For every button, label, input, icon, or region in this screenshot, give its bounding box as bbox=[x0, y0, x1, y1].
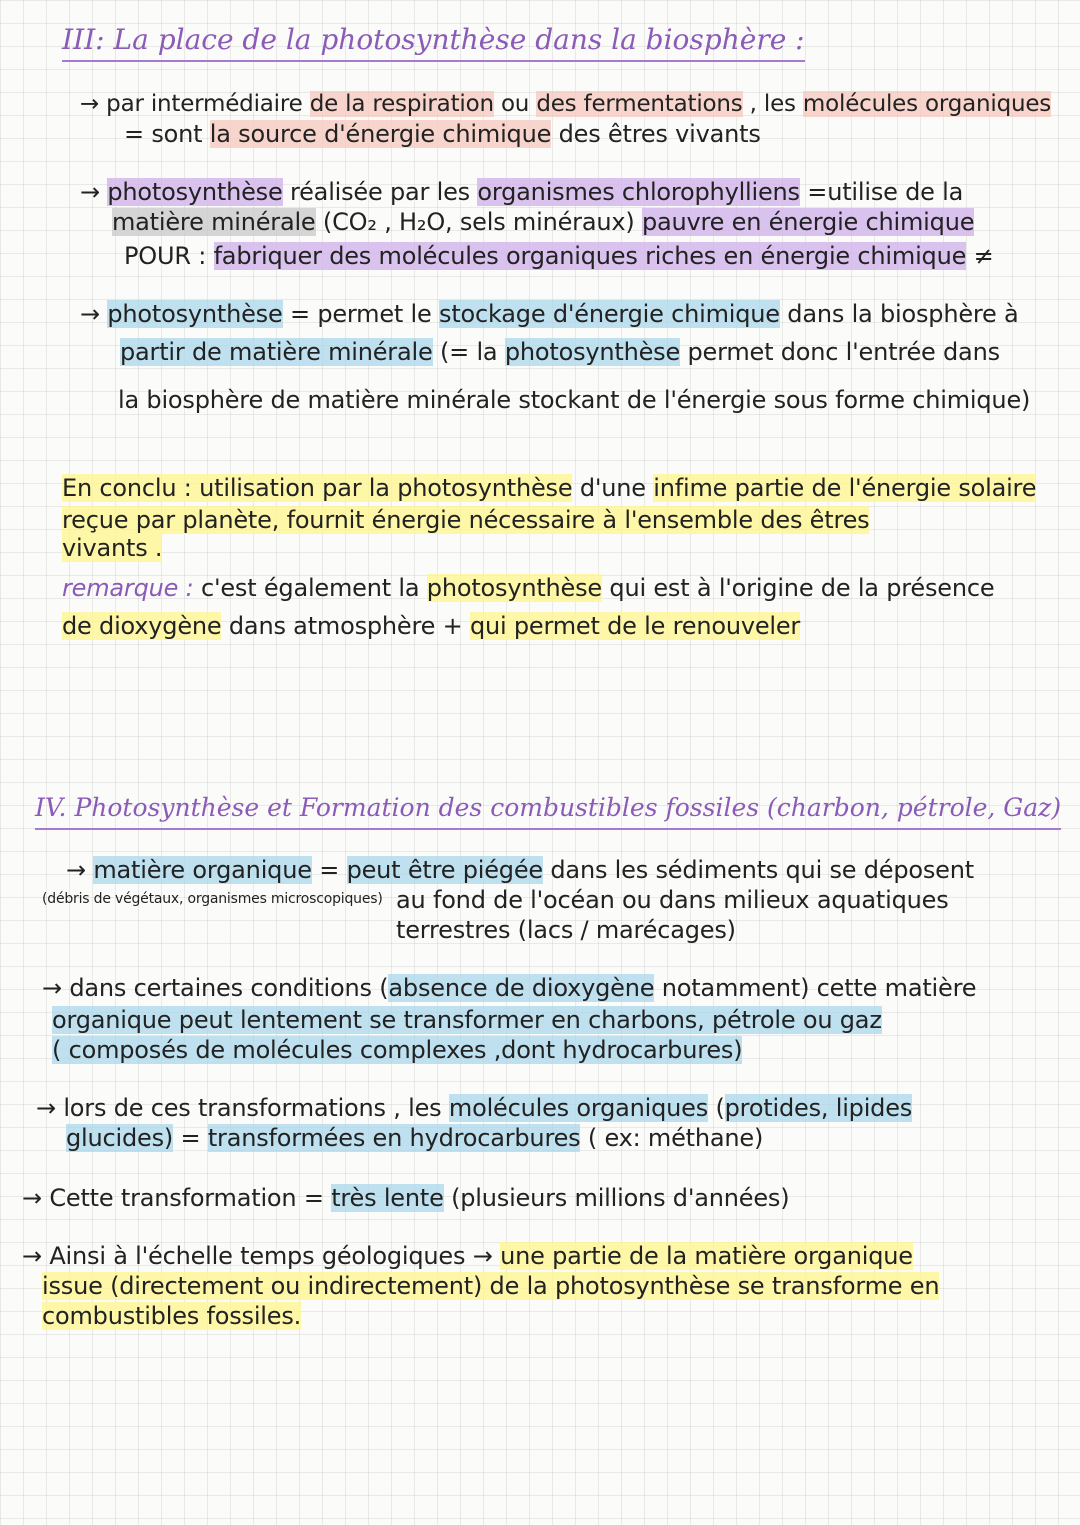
text: permet donc l'entrée dans bbox=[680, 338, 1000, 366]
section-3-paragraph-3-line-1 bbox=[80, 298, 1019, 330]
text: → bbox=[80, 178, 108, 206]
highlight-photosynthesis: photosynthèse bbox=[107, 178, 283, 206]
text: dans atmosphère + bbox=[221, 612, 470, 640]
text: d'une bbox=[572, 474, 654, 502]
text: ( ex: méthane) bbox=[580, 1124, 764, 1152]
section-3-paragraph-2-line-3 bbox=[124, 240, 994, 272]
section-4-paragraph-3-line-2 bbox=[66, 1122, 763, 1154]
text: dans la biosphère à bbox=[779, 300, 1019, 328]
text: dans les sédiments qui se déposent bbox=[542, 856, 974, 884]
highlight-renew: qui permet de le renouveler bbox=[469, 612, 801, 640]
section-4-paragraph-1-line-1 bbox=[66, 854, 974, 886]
section-4-paragraph-5-line-1 bbox=[22, 1240, 913, 1272]
highlight-low-energy: pauvre en énergie chimique bbox=[641, 208, 975, 236]
highlight-organic-molecules: molécules organiques bbox=[802, 91, 1052, 117]
highlight-photosynthesis-2: photosynthèse bbox=[107, 300, 283, 328]
section-4-paragraph-1-line-2: au fond de l'océan ou dans milieux aquatiques bbox=[396, 886, 949, 914]
text: → par intermédiaire bbox=[80, 91, 310, 117]
text: = sont bbox=[124, 120, 210, 148]
text: → bbox=[66, 856, 94, 884]
text: = bbox=[311, 856, 347, 884]
section-4-note: (débris de végétaux, organismes microscopiques) bbox=[42, 891, 383, 907]
highlight-solar-energy: infime partie de l'énergie solaire bbox=[653, 474, 1037, 502]
conclusion-line-2 bbox=[62, 504, 869, 536]
section-4-paragraph-5-line-2 bbox=[42, 1270, 939, 1302]
text: En conclu : bbox=[62, 474, 200, 502]
section-4-paragraph-1-line-3: terrestres (lacs / marécages) bbox=[396, 916, 736, 944]
conclusion-line-3 bbox=[62, 532, 162, 564]
section-3-paragraph-3-line-2 bbox=[120, 336, 1000, 368]
text: reçue par planète, bbox=[62, 506, 287, 534]
highlight-organic-matter: matière organique bbox=[93, 856, 312, 884]
section-3-paragraph-1-line-1 bbox=[80, 88, 1051, 120]
highlight-photosynthesis-3: photosynthèse bbox=[504, 338, 681, 366]
section-4-paragraph-2-line-2 bbox=[52, 1004, 882, 1036]
remark-line-2 bbox=[62, 610, 800, 642]
text: → lors de ces transformations , les bbox=[36, 1094, 449, 1122]
text: réalisée par les bbox=[282, 178, 478, 206]
highlight-fossil-types: charbons, pétrole ou gaz bbox=[580, 1006, 882, 1034]
text: (= la bbox=[432, 338, 505, 366]
text: (plusieurs millions d'années) bbox=[443, 1184, 790, 1212]
section-4-title: IV. Photosynthèse et Formation des combustibles fossiles (charbon, pétrole, Gaz) bbox=[35, 790, 1061, 830]
text: =utilise de la bbox=[799, 178, 964, 206]
text: vivants . bbox=[62, 534, 163, 562]
highlight-energy-storage: stockage d'énergie chimique bbox=[439, 300, 780, 328]
highlight-respiration: de la respiration bbox=[309, 91, 494, 117]
text: = bbox=[173, 1124, 208, 1152]
highlight-hydrocarbons: transformées en hydrocarbures bbox=[207, 1124, 581, 1152]
section-3-paragraph-1-line-2 bbox=[124, 118, 761, 150]
text: des êtres vivants bbox=[551, 120, 761, 148]
highlight-chlorophyll-organisms: organismes chlorophylliens bbox=[477, 178, 800, 206]
text: à l'ensemble des êtres bbox=[595, 506, 870, 534]
text: ( bbox=[708, 1094, 725, 1122]
text: , les bbox=[742, 91, 803, 117]
text: → Ainsi à l'échelle temps géologiques → bbox=[22, 1242, 501, 1270]
highlight-mineral-matter: matière minérale bbox=[112, 208, 316, 236]
highlight-energy-source: la source d'énergie chimique bbox=[209, 120, 552, 148]
highlight-from-mineral-matter: partir de matière minérale bbox=[120, 338, 433, 366]
text: c'est également la bbox=[193, 574, 427, 602]
section-3-paragraph-2-line-1 bbox=[80, 176, 963, 208]
highlight-no-dioxygen: absence de dioxygène bbox=[388, 974, 655, 1002]
text: ≠ bbox=[966, 242, 994, 270]
text: POUR : bbox=[124, 242, 214, 270]
text: notamment) cette matière bbox=[654, 974, 977, 1002]
section-3-paragraph-2-line-2 bbox=[112, 206, 974, 238]
highlight-photosynthesis-4: photosynthèse bbox=[426, 574, 602, 602]
section-4-paragraph-2-line-1 bbox=[42, 972, 976, 1004]
highlight-photosynthesis-transform: photosynthèse se transforme en bbox=[555, 1272, 940, 1300]
text: → bbox=[80, 300, 108, 328]
highlight-transform: organique peut lentement se transformer en bbox=[52, 1006, 581, 1034]
section-4-paragraph-2-line-3 bbox=[52, 1034, 742, 1066]
highlight-very-slow: très lente bbox=[331, 1184, 444, 1212]
section-4-paragraph-3-line-1 bbox=[36, 1092, 912, 1124]
highlight-nutrients: protides, lipides bbox=[724, 1094, 913, 1122]
highlight-origin: issue (directement ou indirectement) de la bbox=[42, 1272, 555, 1300]
remark-label: remarque : bbox=[62, 574, 194, 602]
highlight-organic-molecules-2: molécules organiques bbox=[448, 1094, 709, 1122]
text: (CO₂ , H₂O, sels minéraux) bbox=[315, 208, 642, 236]
highlight-necessary-energy: fournit énergie nécessaire bbox=[286, 506, 595, 534]
section-3-title: III: La place de la photosynthèse dans la biosphère : bbox=[62, 22, 805, 62]
highlight-fossil-fuels: combustibles fossiles. bbox=[42, 1302, 302, 1330]
text: ou bbox=[493, 91, 537, 117]
section-4-paragraph-5-line-3 bbox=[42, 1300, 301, 1332]
highlight-make-organic-molecules: fabriquer des molécules organiques riches en énergie chimique bbox=[213, 242, 967, 270]
conclusion-line-1 bbox=[62, 472, 1036, 504]
highlight-part-of-organic-matter: une partie de la matière organique bbox=[500, 1242, 913, 1270]
text: → Cette transformation = bbox=[22, 1184, 332, 1212]
text: qui est à l'origine de la présence bbox=[602, 574, 995, 602]
section-3-paragraph-3-line-3: la biosphère de matière minérale stockant de l'énergie sous forme chimique) bbox=[118, 386, 1031, 414]
text: = permet le bbox=[282, 300, 440, 328]
highlight-complex-molecules: ( composés de molécules complexes ,dont hydrocarbures) bbox=[52, 1036, 743, 1064]
text: → dans certaines conditions ( bbox=[42, 974, 389, 1002]
section-4-paragraph-4 bbox=[22, 1182, 789, 1214]
highlight-fermentations: des fermentations bbox=[536, 91, 743, 117]
highlight-photosynthesis-use: utilisation par la photosynthèse bbox=[199, 474, 573, 502]
remark-line-1 bbox=[62, 572, 994, 604]
highlight-dioxygen: de dioxygène bbox=[62, 612, 222, 640]
highlight-trapped: peut être piégée bbox=[346, 856, 543, 884]
highlight-glucides: glucides) bbox=[66, 1124, 174, 1152]
